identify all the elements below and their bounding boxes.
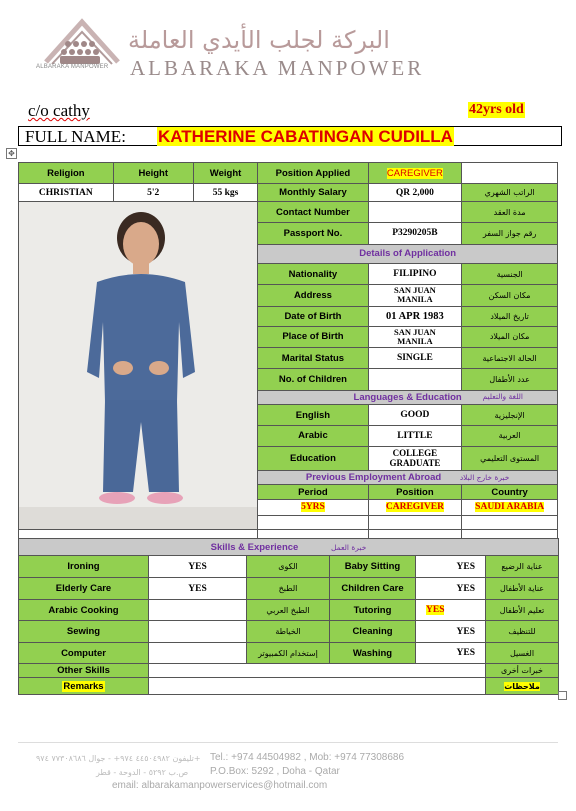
skills-header-text: Skills & Experience	[210, 541, 299, 553]
arabic-ar: العربية	[462, 426, 558, 446]
skills-table	[18, 538, 559, 695]
children-label: No. of Children	[258, 369, 368, 390]
skill-row	[19, 621, 559, 643]
applicant-table	[18, 162, 558, 544]
position-applied-empty	[462, 163, 558, 184]
height-value: 5'2	[113, 184, 193, 202]
contact-number-label: Contact Number	[258, 202, 368, 223]
footer-email: email: albarakamanpowerservices@hotmail.com	[112, 780, 328, 791]
remarks-ar: ملاحظات	[504, 681, 540, 691]
languages-header	[258, 390, 558, 404]
skill-washing-value: YES	[416, 643, 486, 664]
skill-cleaning-label: Cleaning	[330, 621, 416, 643]
address-ar: مكان السكن	[462, 285, 558, 306]
skill-tutoring-ar: تعليم الأطفال	[486, 600, 559, 621]
marital-status-label: Marital Status	[258, 348, 368, 369]
skill-row	[19, 600, 559, 621]
applicant-photo	[19, 202, 258, 529]
prev-country-cell	[462, 500, 558, 515]
skills-header	[19, 539, 559, 556]
contact-number-ar: مدة العقد	[462, 202, 558, 223]
skill-childcare-ar: عناية الأطفال	[486, 578, 559, 600]
pob-ar: مكان الميلاد	[462, 326, 558, 347]
brand-name-english: ALBARAKA MANPOWER	[130, 56, 425, 80]
other-skills-label: Other Skills	[19, 664, 149, 678]
footer-pobox: P.O.Box: 5292 , Doha - Qatar	[210, 766, 340, 777]
english-ar: الإنجليزية	[462, 404, 558, 425]
height-header: Height	[113, 163, 193, 184]
remarks-label-cell	[19, 678, 149, 695]
skill-childcare-value: YES	[416, 578, 486, 600]
skill-arabic-cooking-ar: الطبخ العربي	[247, 600, 330, 621]
marital-status-ar: الحالة الاجتماعية	[462, 348, 558, 369]
skill-row	[19, 556, 559, 578]
table-resize-handle[interactable]	[558, 691, 567, 700]
skill-arabic-cooking-label: Arabic Cooking	[19, 600, 149, 621]
age-badge: 42yrs old	[469, 102, 524, 117]
skills-header-ar: خبرة العمل	[330, 542, 367, 552]
skill-elderly-value: YES	[149, 578, 247, 600]
languages-header-ar: اللغة والتعليم	[482, 391, 523, 401]
skill-arabic-cooking-value	[149, 600, 247, 621]
skill-sewing-value	[149, 621, 247, 643]
monthly-salary-value: QR 2,000	[368, 184, 462, 202]
details-header: Details of Application	[258, 244, 558, 263]
prev-period-value: 5YRS	[301, 502, 325, 513]
prev-period-cell	[258, 500, 368, 515]
english-label: English	[258, 404, 368, 425]
skill-childcare-label: Children Care	[330, 578, 416, 600]
dob-value: 01 APR 1983	[368, 306, 462, 326]
prev-employment-header-ar: خبرة خارج البلاد	[459, 473, 510, 483]
languages-header-text: Languages & Education	[353, 391, 462, 403]
skill-washing-label: Washing	[330, 643, 416, 664]
education-ar: المستوى التعليمي	[462, 446, 558, 470]
prev-position-cell	[368, 500, 462, 515]
position-applied-cell	[368, 163, 462, 184]
prev-country-value: SAUDI ARABIA	[475, 502, 545, 513]
children-ar: عدد الأطفال	[462, 369, 558, 390]
skill-tutoring-value: YES	[426, 605, 445, 615]
skill-babysitting-ar: عناية الرضيع	[486, 556, 559, 578]
remarks-ar-cell	[486, 678, 559, 695]
position-applied-value: CAREGIVER	[386, 167, 443, 179]
country-header: Country	[462, 485, 558, 500]
footer-pobox-ar: ص.ب ٥٢٩٢ - الدوحة - قطر	[96, 768, 189, 777]
prev-employment-header-text: Previous Employment Abroad	[305, 472, 442, 484]
full-name-value: KATHERINE CABATINGAN CUDILLA	[158, 127, 453, 146]
skill-washing-ar: الغسيل	[486, 643, 559, 664]
skill-ironing-label: Ironing	[19, 556, 149, 578]
skill-row	[19, 643, 559, 664]
brand-name-arabic: البركة لجلب الأيدي العاملة	[128, 26, 390, 54]
skill-computer-label: Computer	[19, 643, 149, 664]
footer-divider	[18, 742, 558, 743]
dob-ar: تاريخ الميلاد	[462, 306, 558, 326]
passport-label: Passport No.	[258, 223, 368, 244]
logo-subtext: ALBARAKA MANPOWER	[36, 64, 109, 70]
arabic-label: Arabic	[258, 426, 368, 446]
children-value	[368, 369, 462, 390]
monthly-salary-ar: الراتب الشهري	[462, 184, 558, 202]
skill-elderly-ar: الطبخ	[247, 578, 330, 600]
monthly-salary-label: Monthly Salary	[258, 184, 368, 202]
skill-cleaning-ar: للتنظيف	[486, 621, 559, 643]
nationality-label: Nationality	[258, 263, 368, 284]
skill-tutoring-cell	[416, 600, 486, 621]
other-skills-ar: خبرات أخرى	[486, 664, 559, 678]
skill-babysitting-label: Baby Sitting	[330, 556, 416, 578]
skill-tutoring-label: Tutoring	[330, 600, 416, 621]
skill-sewing-ar: الخياطة	[247, 621, 330, 643]
skill-computer-ar: إستخدام الكمبيوتر	[247, 643, 330, 664]
weight-header: Weight	[193, 163, 258, 184]
weight-value: 55 kgs	[193, 184, 258, 202]
footer-phone-ar: تليفون ٤٤٥٠٤٩٨٢ ٩٧٤+ - جوال ٧٧٣٠٨٦٨٦ ٩٧٤+	[36, 754, 201, 763]
period-header: Period	[258, 485, 368, 500]
prev-position-value: CAREGIVER	[385, 502, 444, 513]
address-value: SAN JUAN MANILA	[368, 285, 462, 306]
dob-label: Date of Birth	[258, 306, 368, 326]
skill-computer-value	[149, 643, 247, 664]
footer-phone: Tel.: +974 44504982 , Mob: +974 77308686	[210, 752, 405, 763]
position-applied-label: Position Applied	[258, 163, 368, 184]
skill-sewing-label: Sewing	[19, 621, 149, 643]
skill-ironing-ar: الكوى	[247, 556, 330, 578]
religion-header: Religion	[19, 163, 114, 184]
remarks-value	[149, 678, 486, 695]
prev-empty-cell	[462, 515, 558, 529]
religion-value: CHRISTIAN	[19, 184, 114, 202]
address-label: Address	[258, 285, 368, 306]
pob-label: Place of Birth	[258, 326, 368, 347]
contact-number-value	[368, 202, 462, 223]
skill-elderly-label: Elderly Care	[19, 578, 149, 600]
english-value: GOOD	[368, 404, 462, 425]
skill-row	[19, 578, 559, 600]
skill-babysitting-value: YES	[416, 556, 486, 578]
skill-ironing-value: YES	[149, 556, 247, 578]
care-of-text: c/o cathy	[28, 101, 90, 120]
arabic-value: LITTLE	[368, 426, 462, 446]
full-name-label: FULL NAME:	[25, 127, 126, 146]
prev-employment-header	[258, 470, 558, 484]
table-move-handle-icon[interactable]: ✥	[6, 148, 17, 159]
full-name-box	[18, 126, 562, 146]
prev-empty-cell	[368, 515, 462, 529]
position-header: Position	[368, 485, 462, 500]
remarks-label: Remarks	[63, 680, 104, 692]
care-of-line	[28, 101, 90, 121]
passport-ar: رقم جواز السفر	[462, 223, 558, 244]
skill-cleaning-value: YES	[416, 621, 486, 643]
education-label: Education	[258, 446, 368, 470]
marital-status-value: SINGLE	[368, 348, 462, 369]
passport-value: P3290205B	[368, 223, 462, 244]
pob-value: SAN JUAN MANILA	[368, 326, 462, 347]
prev-empty-cell	[258, 515, 368, 529]
nationality-ar: الجنسية	[462, 263, 558, 284]
other-skills-value	[149, 664, 486, 678]
photo-cell	[19, 202, 258, 530]
education-value: COLLEGE GRADUATE	[368, 446, 462, 470]
nationality-value: FILIPINO	[368, 263, 462, 284]
